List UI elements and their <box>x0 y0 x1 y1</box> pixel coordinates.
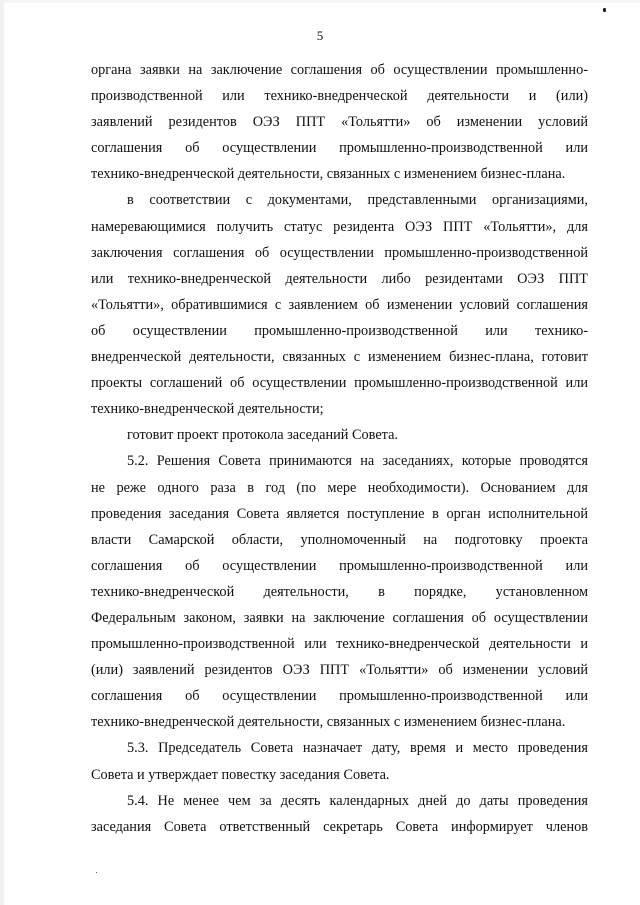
text-line: Федеральным законом, заявки на заключение соглашения об осуществлении <box>91 609 588 626</box>
text-line: технико-внедренческой деятельности, связанных с изменением бизнес-плана. <box>91 166 566 183</box>
document-body <box>91 57 588 840</box>
scan-speck <box>96 872 97 873</box>
scan-top-edge <box>0 0 640 3</box>
scan-left-edge <box>0 0 4 905</box>
text-line: производственной или технико-внедренческой деятельности и (или) <box>91 88 588 105</box>
text-line: органа заявки на заключение соглашения об осуществлении промышленно- <box>91 62 588 78</box>
text-line: технико-внедренческой деятельности, связанных с изменением бизнес-плана. <box>91 714 566 731</box>
page-number: 5 <box>316 28 324 43</box>
text-line: намеревающимися получить статус резидента ОЭЗ ППТ «Тольятти», для <box>91 218 588 235</box>
text-line: внедренческой деятельности, связанных с изменением бизнес-плана, готовит <box>91 349 588 366</box>
paragraph-5-4 <box>91 788 588 840</box>
text-line: «Тольятти», обратившимися с заявлением об изменении условий соглашения <box>91 296 588 313</box>
text-line: промышленно-производственной или технико-внедренческой деятельности и <box>91 636 588 653</box>
text-line: или технико-внедренческой деятельности либо резидентами ОЭЗ ППТ <box>91 270 588 287</box>
text-line: 5.4. Не менее чем за десять календарных дней до даты проведения <box>127 792 588 809</box>
paragraph-5-3 <box>91 735 588 787</box>
text-line: заявлений резидентов ОЭЗ ППТ «Тольятти» об изменении условий <box>91 114 588 131</box>
text-line: в соответствии с документами, представленными организациями, <box>127 192 588 209</box>
paragraph-protocol <box>91 422 588 448</box>
paragraph-documents <box>91 187 588 422</box>
text-line: проведения заседания Совета является поступление в орган исполнительной <box>91 505 588 522</box>
text-line: проекты соглашений об осуществлении промышленно-производственной или <box>91 375 588 392</box>
scan-speck <box>603 8 606 12</box>
text-line: заключения соглашения об осуществлении промышленно-производственной <box>91 244 588 261</box>
text-line: 5.3. Председатель Совета назначает дату, время и место проведения <box>127 740 588 757</box>
text-line: технико-внедренческой деятельности, в порядке, установленном <box>91 583 588 600</box>
text-line: не реже одного раза в год (по мере необходимости). Основанием для <box>91 479 588 496</box>
text-line: технико-внедренческой деятельности; <box>91 401 324 418</box>
text-line: власти Самарской области, уполномоченный на подготовку проекта <box>91 531 588 548</box>
text-line: готовит проект протокола заседаний Совета. <box>127 427 399 444</box>
text-line: соглашения об осуществлении промышленно-производственной или <box>91 140 588 157</box>
paragraph-continuation <box>91 57 588 187</box>
text-line: Совета и утверждает повестку заседания Совета. <box>91 766 390 783</box>
text-line: соглашения об осуществлении промышленно-производственной или <box>91 557 588 574</box>
text-line: 5.2. Решения Совета принимаются на заседаниях, которые проводятся <box>127 453 588 470</box>
text-line: соглашения об осуществлении промышленно-производственной или <box>91 688 588 705</box>
paragraph-5-2 <box>91 448 588 735</box>
text-line: заседания Совета ответственный секретарь Совета информирует членов <box>91 818 588 835</box>
text-line: (или) заявлений резидентов ОЭЗ ППТ «Тольятти» об изменении условий <box>91 662 588 679</box>
text-line: об осуществлении промышленно-производственной или технико- <box>91 322 588 339</box>
